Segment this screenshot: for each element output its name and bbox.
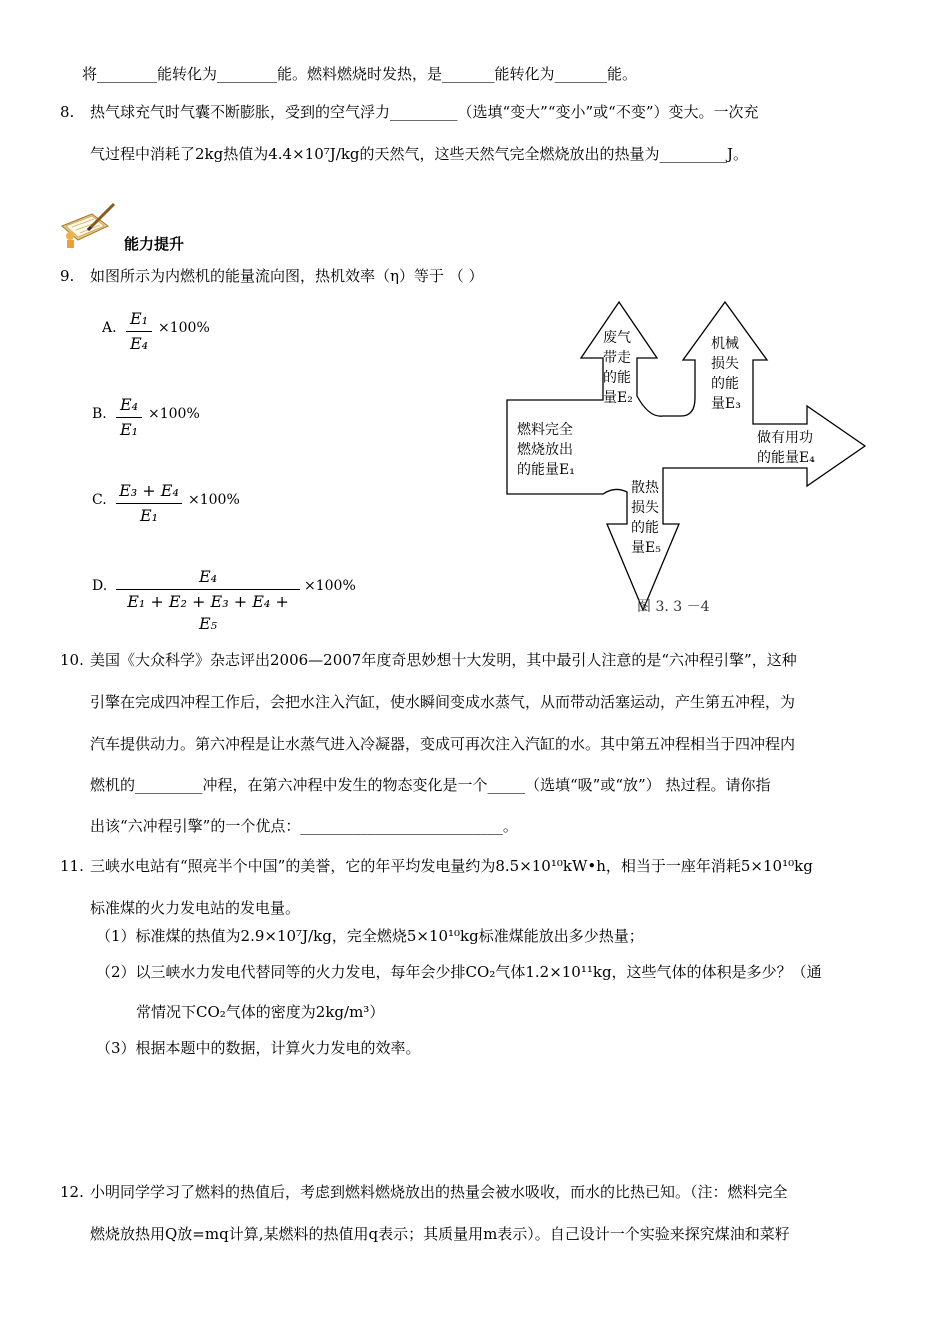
exhaust-energy-line4: 量E₂ [603,390,633,406]
option-c-denominator: E₁ [139,506,159,525]
mechanical-loss-line1: 机械 [711,336,739,352]
exhaust-energy-line3: 的能 [603,370,631,386]
option-a-numerator: E₁ [129,309,149,328]
q11-line2: 标准煤的火力发电站的发电量。 [90,899,301,917]
option-b-numerator: E₄ [119,395,139,414]
heat-loss-line3: 的能 [631,520,659,536]
q12-number: 12. [60,1183,84,1201]
exhaust-energy-line2: 带走 [603,350,631,366]
q11-number: 11. [60,857,84,875]
notebook-pencil-icon [58,200,120,250]
option-a-denominator: E₄ [129,334,149,353]
q11-sub2b: 常情况下CO₂气体的密度为2kg/m³） [136,1003,385,1021]
option-d-label[interactable]: D. [92,578,108,594]
q7-continuation: 将________能转化为________能。燃料燃烧时发热，是_______能转化为_______能。 [82,65,638,83]
q12-line2: 燃烧放热用Q放=mq计算,某燃料的热值用q表示；其质量用m表示）。自己设计一个实验来探究煤油和菜籽 [90,1225,790,1243]
q11-line1: 三峡水电站有“照亮半个中国”的美誉，它的年平均发电量约为8.5×10¹⁰kW•h，相当于一座年消耗5×10¹⁰kg [90,857,813,875]
useful-work-line2: 的能量E₄ [757,450,815,466]
section-title: 能力提升 [124,235,185,253]
heat-loss-line4: 量E₅ [631,540,661,556]
useful-work-line1: 做有用功 [757,430,813,446]
mechanical-loss-line4: 量E₃ [711,396,741,412]
q11-sub2a: （2）以三峡水力发电代替同等的火力发电，每年会少排CO₂气体1.2×10¹¹kg，这些气体的体积是多少？（通 [96,963,822,981]
option-d-suffix: ×100% [304,578,356,594]
energy-flow-diagram [503,300,873,620]
mechanical-loss-line3: 的能 [711,376,739,392]
option-b-label[interactable]: B. [92,406,107,422]
q8-line1: 热气球充气时气囊不断膨胀，受到的空气浮力_________（选填“变大”“变小”或“不变”）变大。一次充 [90,103,759,121]
option-d-fraction [116,566,300,635]
input-energy-line2: 燃烧放出 [517,442,573,458]
q10-line2: 引擎在完成四冲程工作后，会把水注入汽缸，使水瞬间变成水蒸气，从而带动活塞运动，产生第五冲程，为 [90,693,796,711]
input-energy-line3: 的能量E₁ [517,462,575,478]
q9-number: 9. [60,267,75,285]
heat-loss-line2: 损失 [631,500,659,516]
option-a-suffix: ×100% [158,320,210,336]
exhaust-energy-line1: 废气 [603,330,631,346]
q9-text: 如图所示为内燃机的能量流向图，热机效率（η）等于 （ ） [90,267,484,285]
input-energy-line1: 燃料完全 [517,422,573,438]
option-a-label[interactable]: A. [102,320,117,336]
q10-number: 10. [60,651,84,669]
q10-line5: 出该“六冲程引擎”的一个优点：___________________________。 [90,817,518,835]
q11-sub3: （3）根据本题中的数据，计算火力发电的效率。 [96,1039,421,1057]
q10-line1: 美国《大众科学》杂志评出2006—2007年度奇思妙想十大发明，其中最引人注意的是“六冲程引擎”，这种 [90,651,797,669]
option-b-suffix: ×100% [148,406,200,422]
mechanical-loss-line2: 损失 [711,356,739,372]
q10-line4: 燃机的_________冲程，在第六冲程中发生的物态变化是一个_____（选填“吸”或“放”） 热过程。请你指 [90,776,771,794]
q8-number: 8. [60,103,75,121]
q11-sub1: （1）标准煤的热值为2.9×10⁷J/kg，完全燃烧5×10¹⁰kg标准煤能放出多少热量； [96,927,644,945]
q10-line3: 汽车提供动力。第六冲程是让水蒸气进入冷凝器，变成可再次注入汽缸的水。其中第五冲程相当于四冲程内 [90,735,796,753]
q8-line2: 气过程中消耗了2kg热值为4.4×10⁷J/kg的天然气，这些天然气完全燃烧放出的热量为_________J。 [90,145,749,163]
heat-loss-line1: 散热 [631,480,659,496]
option-d-numerator: E₄ [198,567,218,586]
figure-caption: 图 3. 3 －4 [637,599,710,615]
option-b-denominator: E₁ [119,420,139,439]
option-c-suffix: ×100% [188,492,240,508]
option-c-fraction [116,480,182,527]
q12-line1: 小明同学学习了燃料的热值后，考虑到燃料燃烧放出的热量会被水吸收，而水的比热已知。（注：燃料完全 [90,1183,788,1201]
option-d-denominator: E₁ + E₂ + E₃ + E₄ + E₅ [127,592,289,633]
option-c-label[interactable]: C. [92,492,107,508]
option-a-fraction [126,308,152,355]
option-b-fraction [116,394,142,441]
option-c-numerator: E₃ + E₄ [119,481,179,500]
